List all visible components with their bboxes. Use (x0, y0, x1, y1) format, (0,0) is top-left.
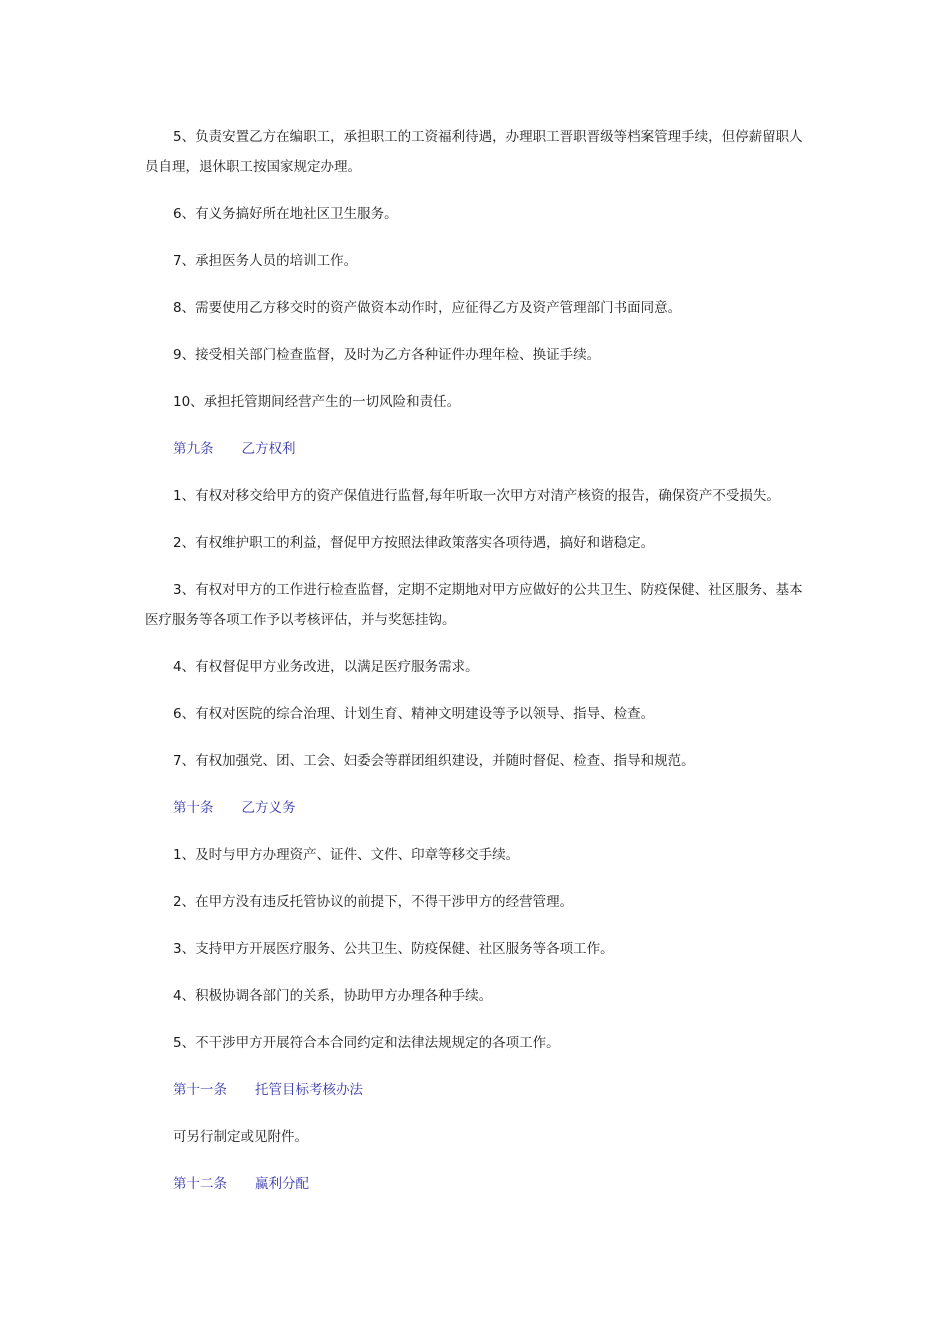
article-11-title: 托管目标考核办法 (255, 1082, 363, 1098)
article-10-item-4: 4、积极协调各部门的关系，协助甲方办理各种手续。 (173, 988, 493, 1004)
article-12-number: 第十二条 (173, 1176, 227, 1192)
jia-obligation-6: 6、有义务搞好所在地社区卫生服务。 (173, 206, 398, 222)
article-9-title: 乙方权利 (241, 441, 296, 457)
article-9-item-3: 3、有权对甲方的工作进行检查监督，定期不定期地对甲方应做好的公共卫生、防疫保健、社区服务、基本医疗服务等各项工作予以考核评估，并与奖惩挂钩。 (145, 582, 803, 628)
article-10-heading (145, 793, 813, 823)
article-10-item-1: 1、及时与甲方办理资产、证件、文件、印章等移交手续。 (173, 847, 520, 863)
article-11-number: 第十一条 (173, 1082, 227, 1098)
article-10-title: 乙方义务 (241, 800, 296, 816)
article-11-heading (145, 1075, 813, 1105)
jia-obligation-10: 10、承担托管期间经营产生的一切风险和责任。 (173, 394, 461, 410)
jia-obligation-7: 7、承担医务人员的培训工作。 (173, 253, 358, 269)
article-9-item-6: 6、有权对医院的综合治理、计划生育、精神文明建设等予以领导、指导、检查。 (173, 706, 655, 722)
article-12-heading (145, 1169, 813, 1199)
article-12-title: 赢利分配 (255, 1176, 309, 1192)
jia-obligation-9: 9、接受相关部门检查监督，及时为乙方各种证件办理年检、换证手续。 (173, 347, 601, 363)
article-10-item-5: 5、不干涉甲方开展符合本合同约定和法律法规规定的各项工作。 (173, 1035, 560, 1051)
document-body (145, 122, 813, 1216)
jia-obligation-8: 8、需要使用乙方移交时的资产做资本动作时，应征得乙方及资产管理部门书面同意。 (173, 300, 682, 316)
article-11-item-1: 可另行制定或见附件。 (173, 1129, 308, 1145)
article-9-item-7: 7、有权加强党、团、工会、妇委会等群团组织建设，并随时督促、检查、指导和规范。 (173, 753, 695, 769)
article-9-heading (145, 434, 813, 464)
article-10-number: 第十条 (173, 800, 214, 816)
article-10-item-3: 3、支持甲方开展医疗服务、公共卫生、防疫保健、社区服务等各项工作。 (173, 941, 614, 957)
article-9-item-4: 4、有权督促甲方业务改进，以满足医疗服务需求。 (173, 659, 479, 675)
article-9-number: 第九条 (173, 441, 214, 457)
article-9-item-2: 2、有权维护职工的利益，督促甲方按照法律政策落实各项待遇，搞好和谐稳定。 (173, 535, 655, 551)
article-9-item-1: 1、有权对移交给甲方的资产保值进行监督,每年听取一次甲方对清产核资的报告，确保资产不受损失。 (173, 488, 780, 504)
article-10-item-2: 2、在甲方没有违反托管协议的前提下，不得干涉甲方的经营管理。 (173, 894, 574, 910)
jia-obligation-5: 5、负责安置乙方在编职工，承担职工的工资福利待遇，办理职工晋职晋级等档案管理手续，但停薪留职人员自理，退休职工按国家规定办理。 (145, 129, 803, 175)
